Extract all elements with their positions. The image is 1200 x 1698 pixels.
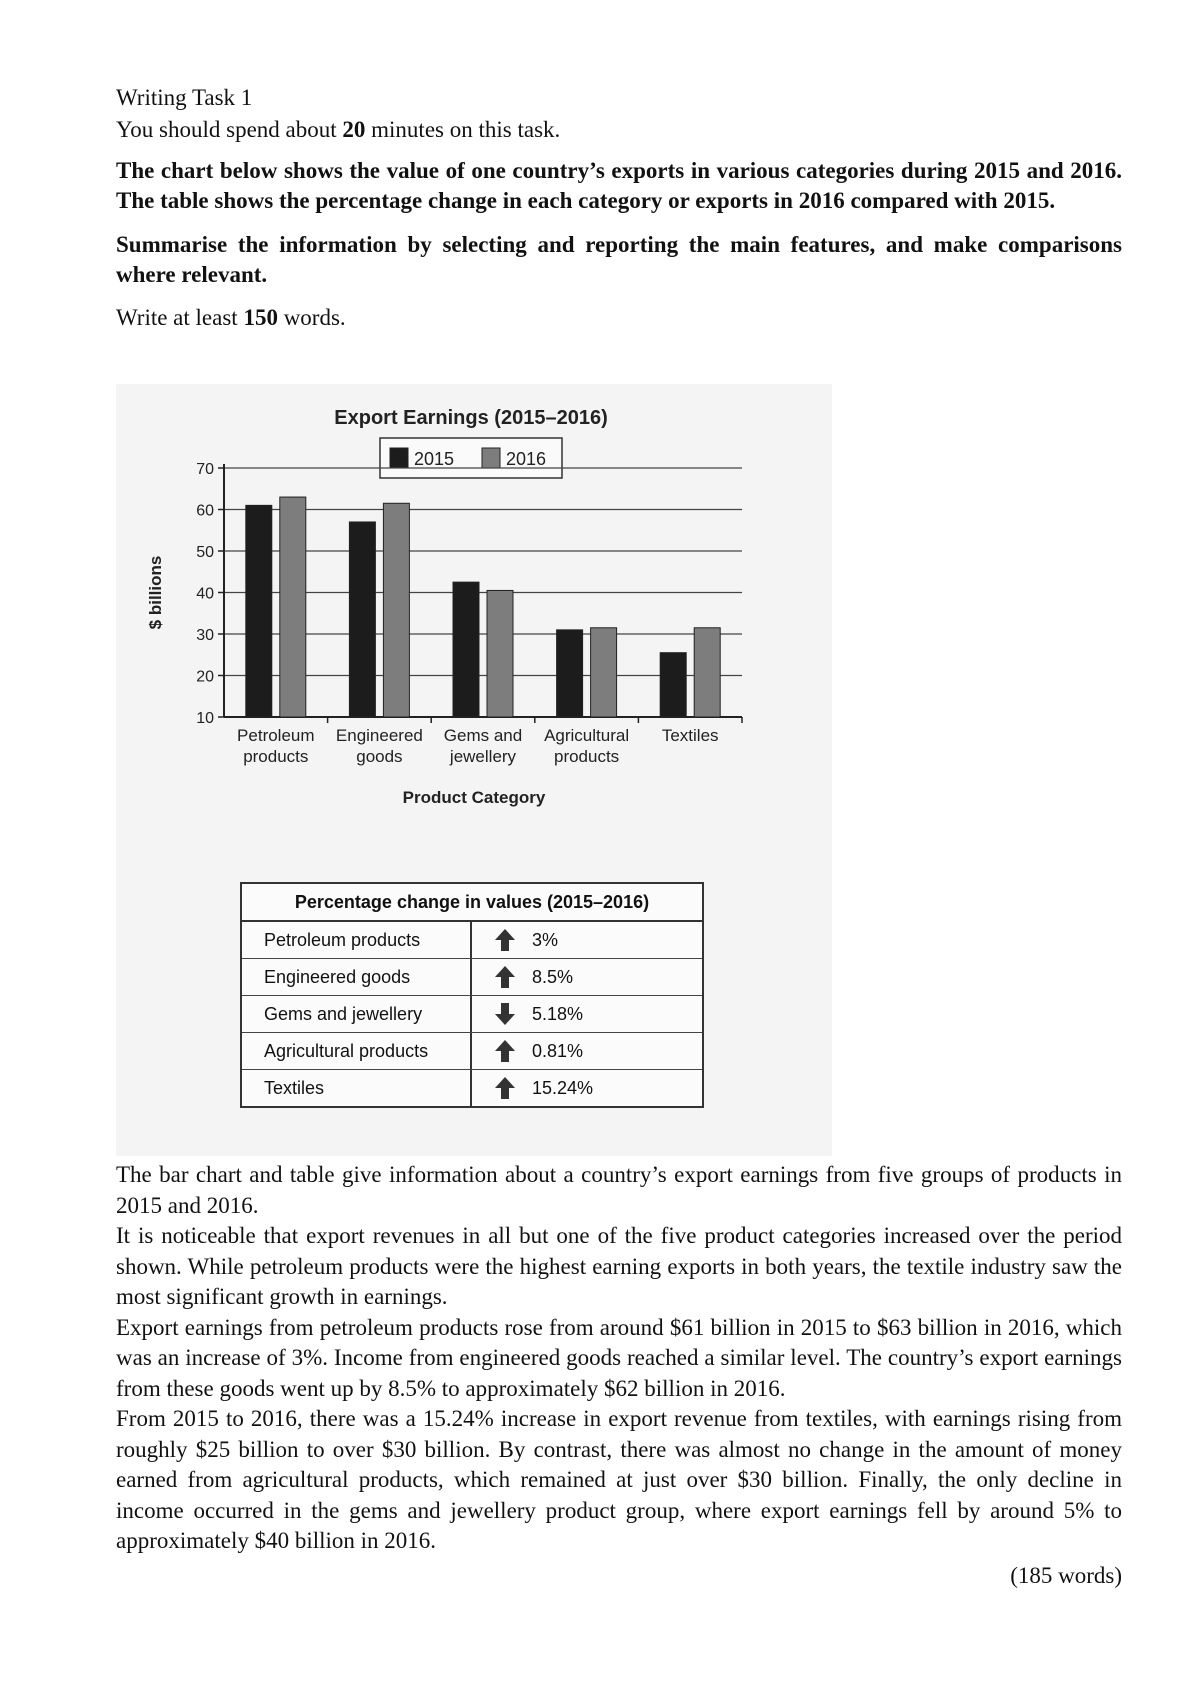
table-row <box>242 1070 702 1106</box>
y-tick-label: 70 <box>196 461 214 478</box>
table-category: Textiles <box>242 1070 472 1106</box>
legend-swatch <box>390 448 408 468</box>
table-value-cell <box>472 959 573 995</box>
bar-2016-2 <box>487 590 513 717</box>
answer-paragraph: The bar chart and table give information about a country’s export earnings from five groups of products in 2015 and 2016. <box>116 1162 1122 1218</box>
table-row <box>242 922 702 959</box>
x-tick-label: Gems and <box>443 726 523 745</box>
x-tick-label: Engineered <box>335 726 423 745</box>
bar-2016-4 <box>694 628 720 717</box>
legend-swatch <box>482 448 500 468</box>
table-title: Percentage change in values (2015–2016) <box>242 884 702 922</box>
x-tick-label: goods <box>356 747 403 766</box>
table-value-cell <box>472 922 558 958</box>
table-value-cell <box>472 996 583 1032</box>
table-row <box>242 959 702 996</box>
table-body <box>242 922 702 1106</box>
x-tick-label: Agricultural <box>544 726 630 745</box>
task-prompt <box>116 82 1122 334</box>
table-category: Gems and jewellery <box>242 996 472 1032</box>
y-tick-label: 10 <box>196 710 214 727</box>
table-row <box>242 1033 702 1070</box>
table-category: Agricultural products <box>242 1033 472 1069</box>
table-value: 5.18% <box>532 1003 584 1024</box>
answer-paragraph: From 2015 to 2016, there was a 15.24% increase in export revenue from textiles, with earnings rising from roughly $25 billion to over $30 billion. By contrast, there was almost no change in the amount of money earned from agricultural products, which remained at just over $30 billion. Finally, the only decline in income occurred in the gems and jewellery product group, where export earnings fell by around 5% to approximately $40 billion in 2016. <box>116 1406 1122 1553</box>
table-row <box>242 996 702 1033</box>
task-heading: Writing Task 1 <box>116 85 253 110</box>
y-tick-label: 60 <box>196 502 214 520</box>
bar-2015-3 <box>557 630 583 717</box>
instruction-chart: The chart below shows the value of one country’s exports in various categories during 2015 and 2016. The table shows the percentage change in each category or exports in 2016 compared with 2015. <box>116 158 1122 213</box>
table-value-cell <box>472 1033 583 1069</box>
figure-photo <box>116 384 832 1156</box>
x-tick-label: Petroleum <box>237 726 315 745</box>
x-axis-label: Product Category <box>402 788 546 807</box>
word-requirement: Write at least 150 words. <box>116 305 346 330</box>
bar-2015-1 <box>349 522 375 717</box>
arrow-up-icon <box>494 1039 516 1063</box>
answer-paragraphs <box>116 1160 1122 1557</box>
instruction-summarise: Summarise the information by selecting and reporting the main features, and make comparisons where relevant. <box>116 232 1122 287</box>
legend-label: 2016 <box>506 449 547 469</box>
table-value: 0.81% <box>532 1040 584 1061</box>
bar-2015-4 <box>660 653 686 717</box>
y-tick-label: 30 <box>196 627 214 644</box>
x-tick-label: Textiles <box>661 726 719 745</box>
arrow-up-icon <box>494 1076 516 1100</box>
time-instruction: You should spend about 20 minutes on this task. <box>116 117 561 142</box>
x-tick-label: jewellery <box>449 747 517 766</box>
bar-2016-0 <box>280 497 306 717</box>
arrow-up-icon <box>494 965 516 989</box>
x-tick-label: products <box>243 747 309 766</box>
table-value: 3% <box>532 929 559 950</box>
bar-2016-3 <box>591 628 617 717</box>
bar-chart <box>116 384 832 864</box>
arrow-down-icon <box>494 1002 516 1026</box>
arrow-up-icon <box>494 928 516 952</box>
answer-paragraph: Export earnings from petroleum products rose from around $61 billion in 2015 to $63 billion in 2016, which was an increase of 3%. Income from engineered goods reached a similar level. The country’s export earnings from these goods went up by 8.5% to approximately $62 billion in 2016. <box>116 1314 1122 1401</box>
bar-2015-0 <box>246 505 272 717</box>
table-value: 15.24% <box>532 1077 594 1098</box>
answer-paragraph: It is noticeable that export revenues in all but one of the five product categories increased over the period shown. While petroleum products were the highest earning exports in both years, the textile industry saw the most significant growth in earnings. <box>116 1223 1122 1309</box>
table-category: Engineered goods <box>242 959 472 995</box>
legend-label: 2015 <box>414 449 455 469</box>
percentage-change-table <box>240 882 704 1108</box>
model-answer <box>116 1160 1122 1591</box>
chart-title: Export Earnings (2015–2016) <box>334 407 608 429</box>
y-tick-label: 40 <box>196 585 214 603</box>
word-count: (185 words) <box>1010 1562 1122 1588</box>
y-tick-label: 20 <box>196 668 214 686</box>
table-value: 8.5% <box>532 966 574 987</box>
table-value-cell <box>472 1070 593 1106</box>
table-category: Petroleum products <box>242 922 472 958</box>
y-axis-label: $ billions <box>146 555 165 630</box>
bar-2016-1 <box>383 503 409 717</box>
bar-2015-2 <box>453 582 479 717</box>
y-tick-label: 50 <box>196 544 214 561</box>
x-tick-label: products <box>553 747 620 766</box>
